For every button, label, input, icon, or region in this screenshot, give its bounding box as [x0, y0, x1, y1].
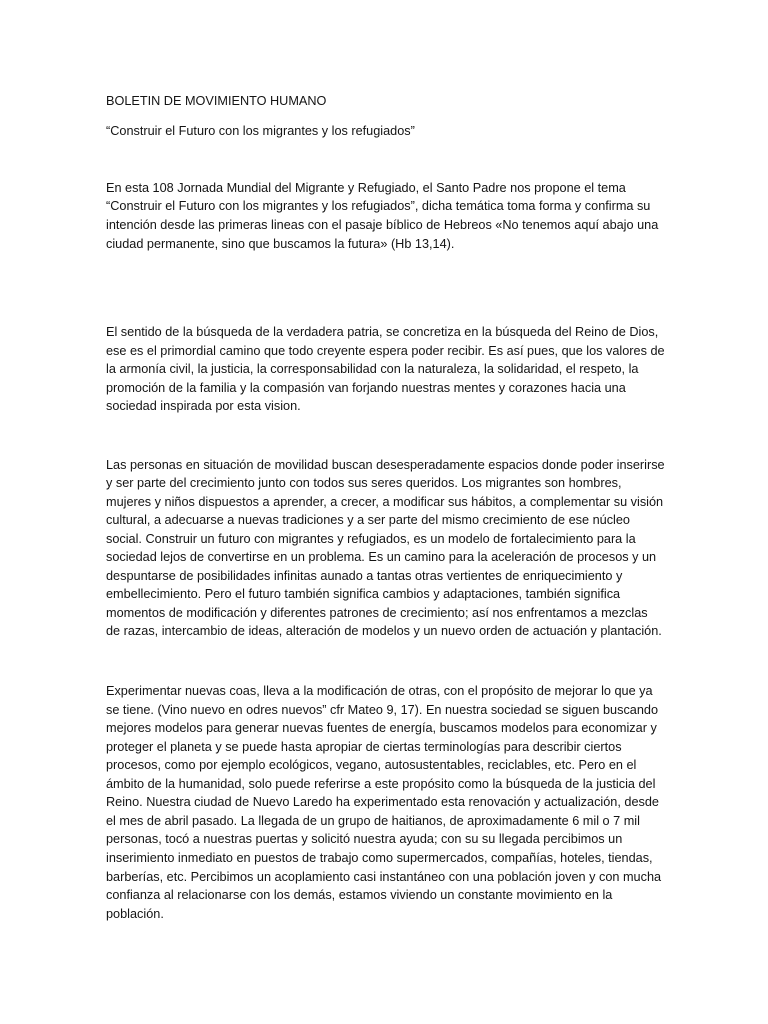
paragraph-line: mejores modelos para generar nuevas fuentes de energía, buscamos modelos para economizar y — [106, 721, 657, 735]
paragraph-line: En esta 108 Jornada Mundial del Migrante y Refugiado, el Santo Padre nos propone el tema — [106, 181, 626, 195]
paragraph-line: Experimentar nuevas coas, lleva a la modificación de otras, con el propósito de mejorar lo que ya — [106, 684, 653, 698]
paragraph-line: procesos, como por ejemplo ecológicos, vegano, autosustentables, reciclables, etc. Pero en el — [106, 758, 637, 772]
paragraph-line: se tiene. (Vino nuevo en odres nuevos” cfr Mateo 9, 17). En nuestra sociedad se siguen buscando — [106, 703, 659, 717]
paragraph-line: momentos de modificación y diferentes patrones de crecimiento; así nos enfrentamos a mezclas — [106, 606, 648, 620]
paragraph-line: y ser parte del crecimiento junto con todos sus seres queridos. Los migrantes son hombres, — [106, 476, 622, 490]
paragraph-line: población. — [106, 907, 164, 921]
paragraph-line: “Construir el Futuro con los migrantes y los refugiados”, dicha temática toma forma y confirma su — [106, 199, 651, 213]
paragraph-line: ese es el primordial camino que todo creyente espera poder recibir. Es así pues, que los valores de — [106, 344, 665, 358]
paragraph-line: intención desde las primeras lineas con el pasaje bíblico de Hebreos «No tenemos aquí abajo una — [106, 218, 659, 232]
paragraph-line: personas, tocó a nuestras puertas y solicitó nuestra ayuda; con su su llegada percibimos un — [106, 832, 623, 846]
paragraph-line: la armonía civil, la justicia, la corresponsabilidad con la naturaleza, la solidaridad, el respeto, la — [106, 362, 639, 376]
paragraph-line: ciudad permanente, sino que buscamos la futura» (Hb 13,14). — [106, 237, 455, 251]
paragraph-line: el mes de abril pasado. La llegada de un grupo de haitianos, de aproximadamente 6 mil o 7 mil — [106, 814, 640, 828]
paragraph-line: Reino. Nuestra ciudad de Nuevo Laredo ha experimentado esta renovación y actualización, desde — [106, 795, 659, 809]
paragraph-line: despuntarse de posibilidades infinitas aunado a tantas otras vertientes de enriquecimiento y — [106, 569, 623, 583]
paragraph-line: mujeres y niños dispuestos a aprender, a crecer, a modificar sus hábitos, a complementar su visión — [106, 495, 664, 509]
paragraph-line: sociedad inspirada por esta vision. — [106, 399, 301, 413]
paragraph-line: promoción de la familia y la compasión van forjando nuestras mentes y corazones hacia una — [106, 381, 626, 395]
paragraph-line: barberías, etc. Percibimos un acoplamiento casi instantáneo con una población joven y con mucha — [106, 870, 662, 884]
paragraph-line: inserimiento inmediato en puestos de trabajo como supermercados, compañías, hoteles, tiendas, — [106, 851, 653, 865]
paragraph-line: ámbito de la humanidad, solo puede referirse a este propósito como la búsqueda de la justicia del — [106, 777, 656, 791]
paragraph-line: cultural, a adecuarse a nuevas tradiciones y a ser parte del mismo crecimiento de ese núcleo — [106, 513, 630, 527]
paragraph-line: embellecimiento. Pero el futuro también significa cambios y adaptaciones, también significa — [106, 587, 621, 601]
paragraph-line: confianza al relacionarse con los demás, estamos viviendo un constante movimiento en la — [106, 888, 613, 902]
paragraph-line: proteger el planeta y se puede hasta apropiar de ciertas terminologías para describir ciertos — [106, 740, 622, 754]
paragraph-line: El sentido de la búsqueda de la verdadera patria, se concretiza en la búsqueda del Reino de Dios, — [106, 325, 659, 339]
document-subtitle: “Construir el Futuro con los migrantes y los refugiados” — [106, 124, 415, 138]
paragraph-line: de razas, intercambio de ideas, alteración de modelos y un nuevo orden de actuación y plantación. — [106, 624, 662, 638]
paragraph-line: Las personas en situación de movilidad buscan desesperadamente espacios donde poder inserirse — [106, 458, 665, 472]
paragraph-line: social. Construir un futuro con migrantes y refugiados, es un modelo de fortalecimiento para la — [106, 532, 636, 546]
paragraph-line: sociedad lejos de convertirse en un problema. Es un camino para la aceleración de procesos y un — [106, 550, 657, 564]
document-title: BOLETIN DE MOVIMIENTO HUMANO — [106, 94, 327, 108]
